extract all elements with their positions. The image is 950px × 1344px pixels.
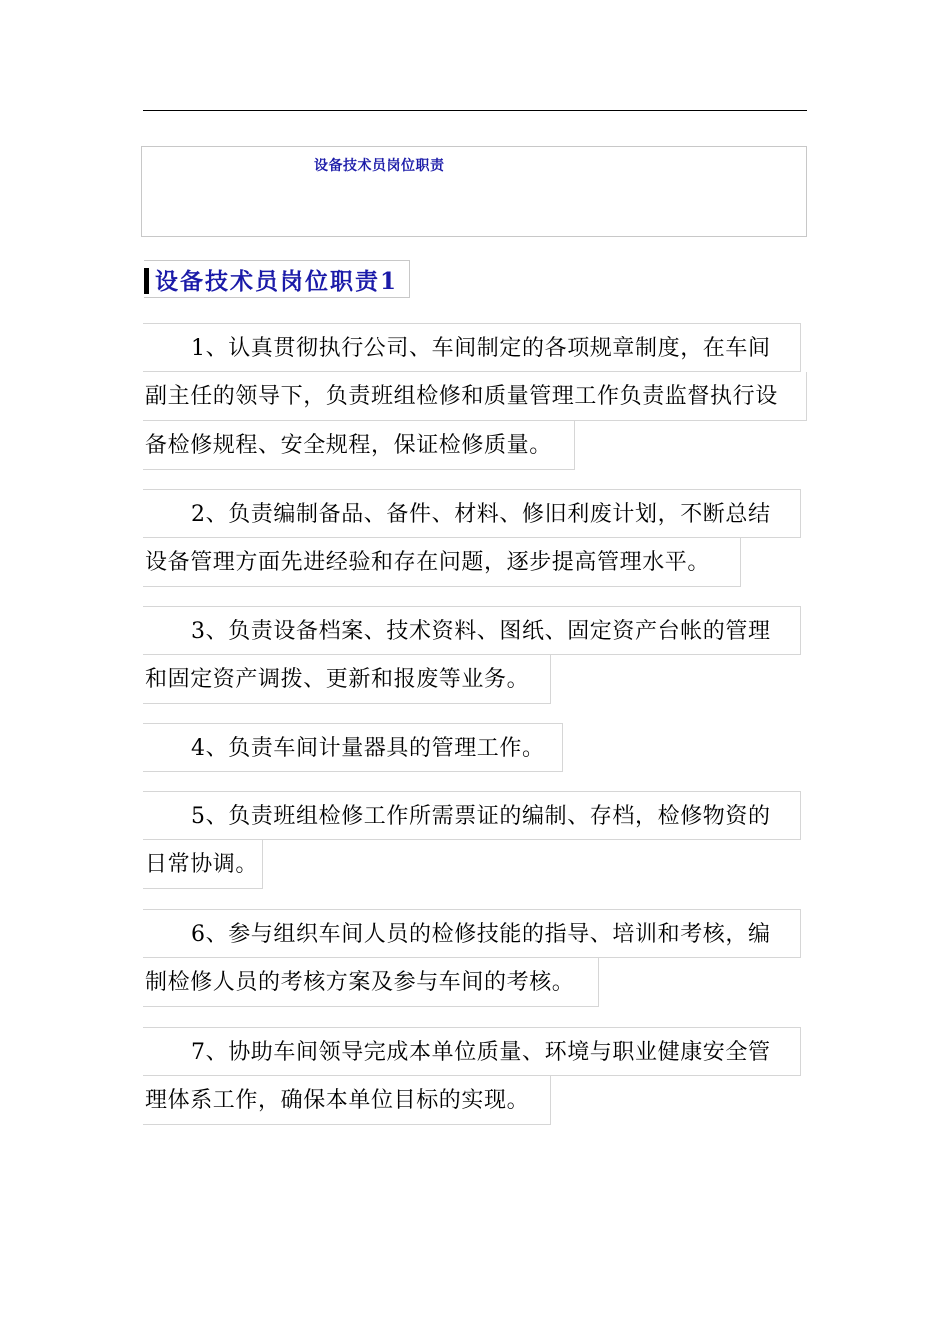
- section-heading: [144, 260, 410, 298]
- heading-marker: [144, 268, 149, 294]
- header-box: [141, 146, 807, 237]
- paragraph-line: 制检修人员的考核方案及参与车间的考核。: [143, 958, 599, 1007]
- paragraph-line: 6、参与组织车间人员的检修技能的指导、培训和考核，编: [143, 909, 801, 958]
- paragraph-3: [143, 606, 801, 704]
- paragraph-line: 备检修规程、安全规程，保证检修质量。: [143, 421, 575, 470]
- paragraph-line: 理体系工作，确保本单位目标的实现。: [143, 1076, 551, 1125]
- paragraph-line: 和固定资产调拨、更新和报废等业务。: [143, 655, 551, 704]
- section-heading-text: 设备技术员岗位职责1: [155, 267, 399, 295]
- paragraph-7: [143, 1027, 801, 1125]
- paragraph-1: [143, 323, 807, 470]
- paragraph-line: 设备管理方面先进经验和存在问题，逐步提高管理水平。: [143, 538, 741, 587]
- top-rule: [143, 110, 807, 111]
- paragraph-line: 1、认真贯彻执行公司、车间制定的各项规章制度，在车间: [143, 323, 801, 372]
- document-title: 设备技术员岗位职责: [314, 158, 445, 174]
- paragraph-line: 2、负责编制备品、备件、材料、修旧利废计划，不断总结: [143, 489, 801, 538]
- paragraph-line: 7、协助车间领导完成本单位质量、环境与职业健康安全管: [143, 1027, 801, 1076]
- paragraph-line: 4、负责车间计量器具的管理工作。: [143, 723, 563, 772]
- paragraph-5: [143, 791, 801, 889]
- paragraph-6: [143, 909, 801, 1007]
- paragraph-line: 3、负责设备档案、技术资料、图纸、固定资产台帐的管理: [143, 606, 801, 655]
- paragraph-line: 副主任的领导下，负责班组检修和质量管理工作负责监督执行设: [143, 372, 807, 421]
- paragraph-2: [143, 489, 801, 587]
- paragraph-line: 5、负责班组检修工作所需票证的编制、存档，检修物资的: [143, 791, 801, 840]
- paragraph-4: [143, 723, 563, 772]
- paragraph-line: 日常协调。: [143, 840, 263, 889]
